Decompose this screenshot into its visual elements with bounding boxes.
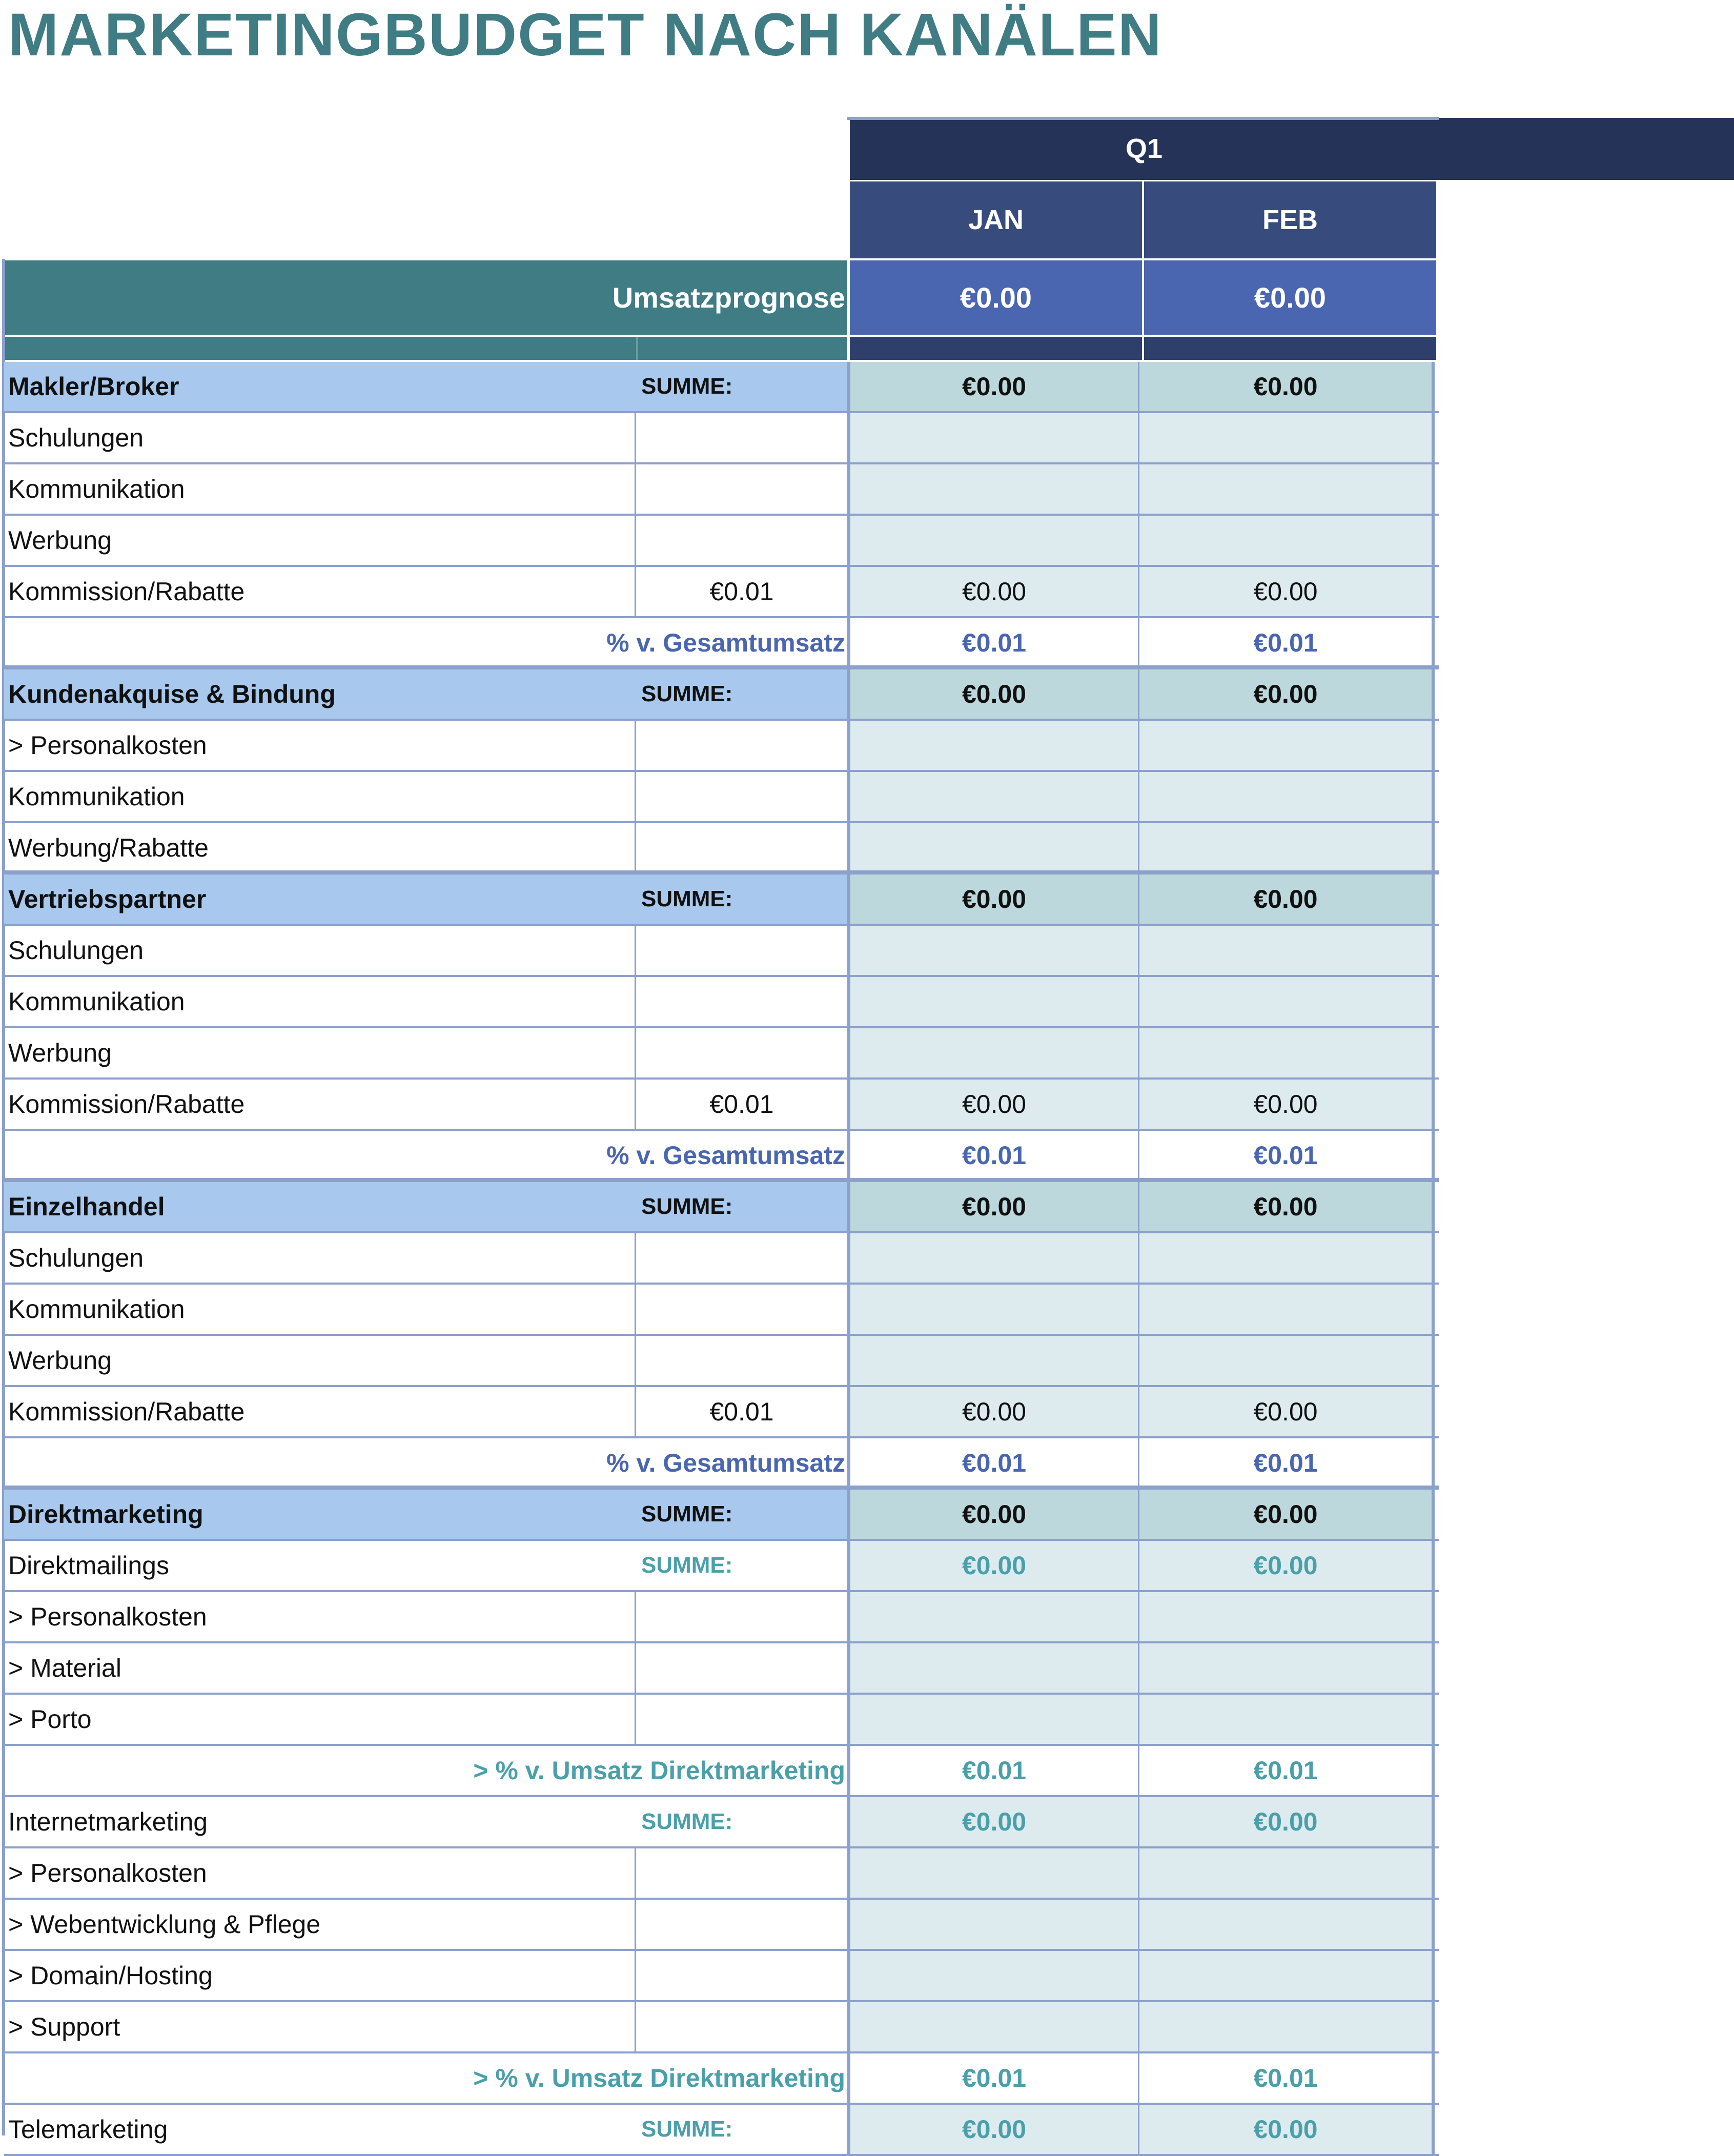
cell-feb[interactable] [1139,1592,1435,1641]
cell-mid[interactable]: SUMME: [636,874,847,924]
subtotal-row [4,2105,1439,2156]
table-row [4,1848,1439,1900]
cell-mid[interactable]: SUMME: [641,1809,733,1834]
cell-feb[interactable]: €0.01 [1139,1131,1435,1180]
cell-jan[interactable]: €0.00 [847,669,1139,719]
table-row [4,1592,1439,1643]
cell-feb[interactable] [1139,1643,1435,1693]
percent-row [4,1131,1439,1182]
cell-feb[interactable] [1139,1028,1435,1077]
cell-jan[interactable] [847,413,1139,462]
cell-feb[interactable] [1139,823,1435,872]
table-row [4,1951,1439,2002]
cell-mid[interactable]: SUMME: [636,362,847,411]
cell-jan[interactable]: €0.00 [847,1490,1139,1539]
cell-mid[interactable] [636,1233,847,1283]
cell-feb[interactable] [1139,516,1435,565]
table-row [4,2002,1439,2053]
cell-feb[interactable] [1139,1951,1435,2000]
cell-jan[interactable] [847,977,1139,1026]
cell-mid[interactable] [636,1695,847,1744]
cell-feb[interactable]: €0.00 [1139,1182,1435,1231]
cell-mid[interactable] [636,1951,847,2000]
table-row [4,823,1439,874]
cell-label[interactable]: > Personalkosten [4,1592,636,1641]
quarter-header[interactable] [850,118,1734,180]
cell-mid[interactable]: €0.01 [709,1090,774,1118]
header-frame [847,117,1439,120]
cell-feb[interactable]: €0.01 [1139,618,1435,667]
table-row [4,413,1439,464]
cell-feb[interactable] [1139,1285,1435,1334]
cell-label[interactable]: Direktmarketing [4,1490,636,1539]
cell-mid[interactable]: SUMME: [641,1553,733,1578]
cell-jan[interactable] [847,464,1139,514]
cell-feb[interactable]: €0.00 [1139,567,1435,616]
cell-label[interactable]: > Porto [4,1695,636,1744]
cell-jan[interactable]: €0.00 [847,874,1139,924]
table-row [4,1695,1439,1746]
percent-row [4,1438,1439,1490]
cell-jan[interactable] [847,2002,1139,2051]
section-row [4,870,1439,926]
table-row [4,1643,1439,1695]
cell-label[interactable]: Schulungen [4,926,636,975]
cell-label[interactable]: Schulungen [4,413,636,462]
table-row [4,772,1439,823]
cell-feb[interactable] [1139,1336,1435,1385]
cell-feb[interactable] [1139,721,1435,770]
cell-jan[interactable] [847,1336,1139,1385]
table-row [4,516,1439,567]
subtotal-row [4,1541,1439,1592]
cell-label[interactable]: Kommunikation [4,464,636,514]
cell-mid[interactable] [636,1643,847,1693]
table-row [4,567,1439,618]
cell-mid[interactable] [636,926,847,975]
cell-jan[interactable] [847,1695,1139,1744]
cell-mid[interactable] [636,1028,847,1077]
cell-jan[interactable]: €0.00 [847,1387,1139,1436]
cell-label[interactable]: > Material [4,1643,636,1693]
table-row [4,1285,1439,1336]
cell-feb[interactable] [1139,926,1435,975]
cell-feb[interactable]: €0.00 [1139,1541,1435,1590]
section-row [4,362,1439,413]
table-row [4,1387,1439,1438]
cell-mid[interactable]: €0.01 [709,577,774,606]
quarter-label: Q1 [1125,133,1163,164]
spacer-band [4,337,847,360]
cell-jan[interactable] [847,1233,1139,1283]
cell-feb[interactable]: €0.01 [1139,1746,1435,1795]
cell-label[interactable]: Kommission/Rabatte [4,1387,636,1436]
table-row [4,464,1439,516]
cell-label[interactable]: Kommunikation [4,977,636,1026]
cell-feb[interactable]: €0.01 [1139,1438,1435,1488]
page-title: MARKETINGBUDGET NACH KANÄLEN [8,1,1163,69]
cell-label[interactable]: Einzelhandel [4,1182,636,1231]
forecast-feb[interactable]: €0.00 [1144,260,1436,335]
cell-mid[interactable]: SUMME: [636,1490,847,1539]
cell-feb[interactable] [1139,413,1435,462]
cell-jan[interactable] [847,516,1139,565]
cell-jan[interactable]: €0.01 [847,618,1139,667]
cell-jan[interactable]: €0.00 [847,2105,1139,2154]
cell-jan[interactable] [847,1592,1139,1641]
cell-mid[interactable] [636,977,847,1026]
cell-jan[interactable] [847,1951,1139,2000]
cell-label[interactable]: Telemarketing [8,2115,168,2144]
month-header-feb[interactable]: FEB [1144,181,1436,258]
cell-jan[interactable] [847,1028,1139,1077]
cell-jan[interactable] [847,1285,1139,1334]
cell-label[interactable]: Werbung [4,516,636,565]
cell-label[interactable]: Kommission/Rabatte [4,1080,636,1129]
cell-feb[interactable]: €0.00 [1139,1490,1435,1539]
cell-label[interactable]: > % v. Umsatz Direktmarketing [473,2064,845,2092]
table-row [4,1233,1439,1285]
cell-mid[interactable] [636,2002,847,2051]
cell-mid[interactable] [636,823,847,872]
cell-mid[interactable] [636,721,847,770]
cell-feb[interactable] [1139,772,1435,821]
table-row [4,926,1439,977]
cell-label[interactable]: Direktmailings [8,1551,169,1580]
cell-mid[interactable]: SUMME: [641,2117,733,2142]
cell-jan[interactable]: €0.01 [847,2053,1139,2103]
cell-label[interactable]: Werbung [4,1336,636,1385]
cell-feb[interactable]: €0.01 [1139,2053,1435,2103]
cell-feb[interactable] [1139,1695,1435,1744]
spacer-band-jan [850,337,1142,360]
table-row [4,977,1439,1028]
cell-jan[interactable] [847,1848,1139,1898]
table-row [4,1336,1439,1387]
cell-label[interactable]: > Domain/Hosting [4,1951,636,2000]
cell-feb[interactable]: €0.00 [1139,1080,1435,1129]
cell-label[interactable]: % v. Gesamtumsatz [606,1449,845,1477]
cell-label[interactable]: > Personalkosten [4,721,636,770]
spacer-band-feb [1144,337,1436,360]
cell-jan[interactable] [847,926,1139,975]
cell-jan[interactable]: €0.00 [847,1541,1139,1590]
cell-mid[interactable] [636,1592,847,1641]
cell-feb[interactable] [1139,1233,1435,1283]
cell-label[interactable]: > Personalkosten [4,1848,636,1898]
cell-jan[interactable]: €0.00 [847,1080,1139,1129]
cell-jan[interactable]: €0.01 [847,1438,1139,1488]
cell-feb[interactable] [1139,977,1435,1026]
forecast-label[interactable]: Umsatzprognose [4,260,847,335]
cell-mid[interactable] [636,1285,847,1334]
cell-label[interactable]: > % v. Umsatz Direktmarketing [473,1756,845,1785]
cell-feb[interactable] [1139,1848,1435,1898]
cell-mid[interactable]: SUMME: [636,669,847,719]
cell-mid[interactable] [636,516,847,565]
cell-label[interactable]: Kundenakquise & Bindung [4,669,636,719]
cell-label[interactable]: Makler/Broker [4,362,636,411]
cell-label[interactable]: Kommunikation [4,772,636,821]
cell-mid[interactable]: €0.01 [709,1397,774,1426]
cell-jan[interactable]: €0.00 [847,1182,1139,1231]
cell-mid[interactable] [636,1848,847,1898]
forecast-jan[interactable]: €0.00 [850,260,1142,335]
percent-row [4,2053,1439,2105]
cell-mid[interactable]: SUMME: [636,1182,847,1231]
table-row [4,1900,1439,1951]
cell-mid[interactable] [636,413,847,462]
cell-label[interactable]: Werbung [4,1028,636,1077]
cell-feb[interactable]: €0.00 [1139,1387,1435,1436]
cell-mid[interactable] [636,772,847,821]
cell-feb[interactable]: €0.00 [1139,669,1435,719]
cell-jan[interactable] [847,823,1139,872]
cell-jan[interactable] [847,721,1139,770]
cell-jan[interactable]: €0.00 [847,567,1139,616]
cell-label[interactable]: > Support [4,2002,636,2051]
cell-mid[interactable] [636,464,847,514]
section-row [4,665,1439,721]
cell-label[interactable]: Kommission/Rabatte [4,567,636,616]
cell-jan[interactable] [847,1643,1139,1693]
section-row [4,1486,1439,1541]
cell-feb[interactable] [1139,1900,1435,1949]
percent-row [4,618,1439,669]
month-header-jan[interactable]: JAN [850,181,1142,258]
cell-jan[interactable]: €0.01 [847,1746,1139,1795]
cell-mid[interactable] [636,1336,847,1385]
cell-jan[interactable] [847,1900,1139,1949]
cell-label[interactable]: Vertriebspartner [4,874,636,924]
table-row [4,1080,1439,1131]
cell-jan[interactable] [847,772,1139,821]
cell-label[interactable]: > Webentwicklung & Pflege [4,1900,636,1949]
section-row [4,1178,1439,1233]
subtotal-row [4,1797,1439,1848]
table-row [4,1028,1439,1080]
cell-feb[interactable]: €0.00 [1139,874,1435,924]
cell-jan[interactable]: €0.00 [847,1797,1139,1846]
cell-label[interactable]: % v. Gesamtumsatz [606,628,845,657]
cell-label[interactable]: % v. Gesamtumsatz [606,1141,845,1170]
spacer-divider [636,337,638,360]
cell-label[interactable]: Internetmarketing [8,1807,208,1836]
cell-label[interactable]: Werbung/Rabatte [4,823,636,872]
cell-label[interactable]: Schulungen [4,1233,636,1283]
cell-jan[interactable]: €0.00 [847,362,1139,411]
cell-feb[interactable]: €0.00 [1139,362,1435,411]
cell-label[interactable]: Kommunikation [4,1285,636,1334]
cell-jan[interactable]: €0.01 [847,1131,1139,1180]
cell-feb[interactable] [1139,2002,1435,2051]
cell-feb[interactable]: €0.00 [1139,1797,1435,1846]
cell-feb[interactable]: €0.00 [1139,2105,1435,2154]
cell-feb[interactable] [1139,464,1435,514]
cell-mid[interactable] [636,1900,847,1949]
percent-row [4,1746,1439,1797]
table-row [4,721,1439,772]
